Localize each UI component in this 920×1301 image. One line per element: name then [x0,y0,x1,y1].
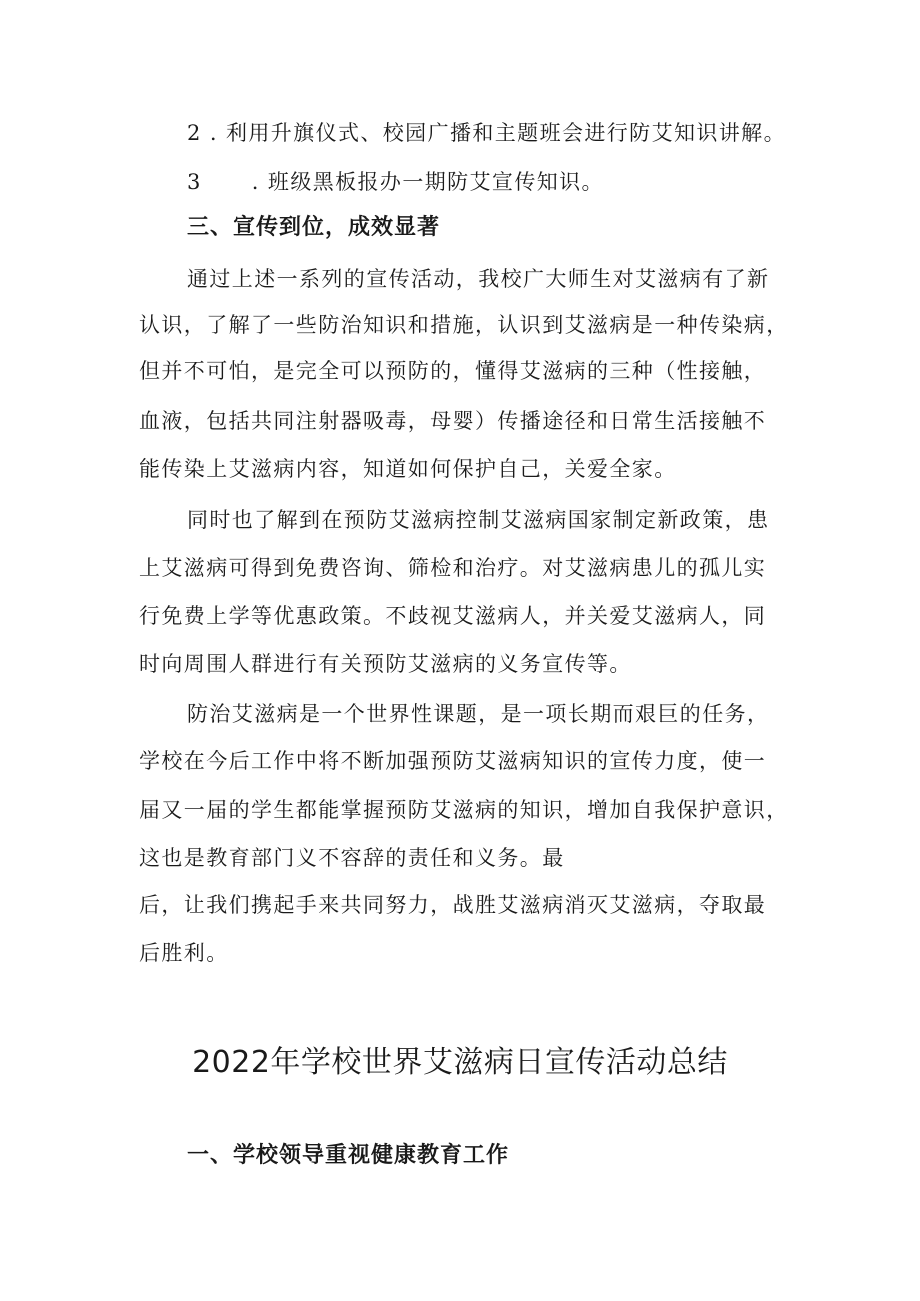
paragraph-line: 血液，包括共同注射器吸毒，母婴）传播途径和日常生活接触不 [139,409,767,433]
list-item-3 [187,167,604,197]
section-heading-3: 三、宣传到位，成效显著 [187,215,441,240]
paragraph-line: 能传染上艾滋病内容，知道如何保护自己，关爱全家。 [139,457,677,481]
list-item-3-text: . 班级黑板报办一期防艾宣传知识。 [251,170,604,194]
paragraph-line: 行免费上学等优惠政策。不歧视艾滋病人，并关爱艾滋病人，同 [139,604,767,628]
document-title: 2022年学校世界艾滋病日宣传活动总结 [192,1045,728,1080]
paragraph-line: 后，让我们携起手来共同努力，战胜艾滋病消灭艾滋病，夺取最 [139,893,767,917]
paragraph-line: 届又一届的学生都能掌握预防艾滋病的知识，增加自我保护意识， [139,798,789,822]
paragraph-line: 通过上述一系列的宣传活动，我校广大师生对艾滋病有了新 [187,267,770,291]
list-item-3-number: 3 [187,170,202,194]
paragraph-line: 同时也了解到在预防艾滋病控制艾滋病国家制定新政策，患 [187,508,770,532]
paragraph-line: 防治艾滋病是一个世界性课题，是一项长期而艰巨的任务， [187,702,770,726]
paragraph-line: 但并不可怕，是完全可以预防的，懂得艾滋病的三种（性接触， [139,359,767,383]
paragraph-line: 认识，了解了一些防治知识和措施，认识到艾滋病是一种传染病， [139,313,789,337]
paragraph-line: 后胜利。 [139,941,229,965]
list-item-2: 2 . 利用升旗仪式、校园广播和主题班会进行防艾知识讲解。 [187,121,786,145]
section-heading-1: 一、学校领导重视健康教育工作 [187,1143,510,1168]
paragraph-line: 这也是教育部门义不容辞的责任和义务。最 [139,846,565,870]
paragraph-line: 上艾滋病可得到免费咨询、筛检和治疗。对艾滋病患儿的孤儿实 [139,556,767,580]
paragraph-line: 时向周围人群进行有关预防艾滋病的义务宣传等。 [139,652,632,676]
paragraph-line: 学校在今后工作中将不断加强预防艾滋病知识的宣传力度，使一 [139,749,767,773]
